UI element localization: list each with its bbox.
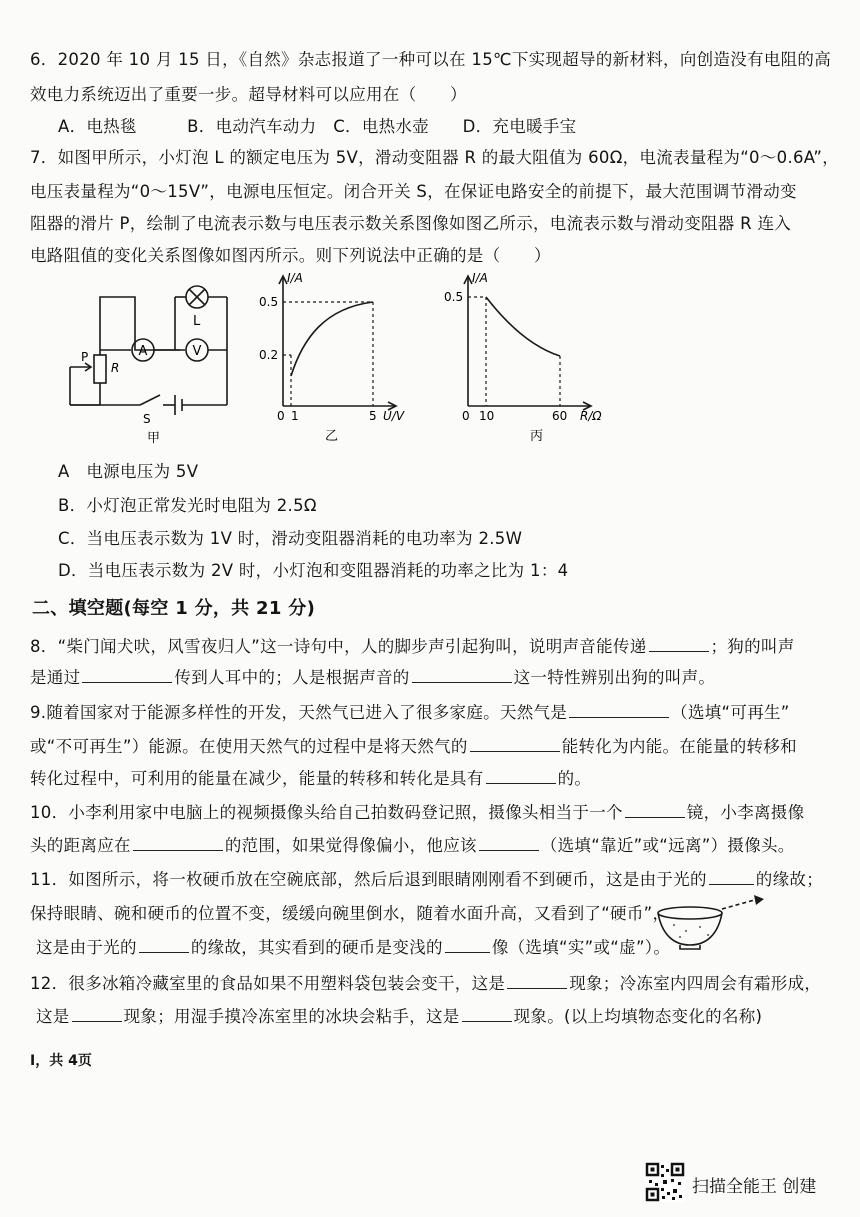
q7-line2: 电压表量程为“0～15V”，电源电压恒定。闭合开关 S，在保证电路安全的前提下，最大范围调节滑动变 bbox=[30, 182, 797, 201]
q10-text: 10．小李利用家中电脑上的视频摄像头给自己拍数码登记照，摄像头相当于一个 bbox=[30, 803, 623, 822]
figure-bing-caption: 丙 bbox=[530, 429, 544, 443]
q7-option-a: A 电源电压为 5V bbox=[58, 462, 199, 481]
q8-text: 传到人耳中的；人是根据声音的 bbox=[174, 668, 410, 687]
answer-blank[interactable] bbox=[445, 938, 490, 953]
scanner-brand: 扫描全能王 创建 bbox=[692, 1177, 817, 1197]
section-heading: 二、填空题(每空 1 分，共 21 分) bbox=[32, 598, 316, 619]
q7-option-d: D．当电压表示数为 2V 时，小灯泡和变阻器消耗的功率之比为 1：4 bbox=[58, 561, 569, 580]
answer-blank[interactable] bbox=[139, 938, 189, 953]
yi-y-low: 0.2 bbox=[259, 348, 279, 362]
lamp-label: L bbox=[193, 314, 201, 329]
answer-blank[interactable] bbox=[625, 803, 685, 818]
q9-text: 或“不可再生”）能源。在使用天然气的过程中是将天然气的 bbox=[30, 737, 468, 756]
q11-text: 11．如图所示，将一枚硬币放在空碗底部，然后后退到眼睛刚刚看不到硬币，这是由于光的 bbox=[30, 870, 707, 889]
yi-xlabel: U/V bbox=[383, 409, 405, 423]
q8-line2 bbox=[30, 664, 715, 688]
bing-ylabel: I/A bbox=[472, 271, 488, 285]
yi-y-high: 0.5 bbox=[259, 295, 279, 309]
graph-yi bbox=[255, 268, 415, 443]
q9-text: （选填“可再生” bbox=[671, 703, 790, 722]
rheostat-label: R bbox=[111, 361, 120, 375]
answer-blank[interactable] bbox=[72, 1007, 122, 1022]
q10-line1 bbox=[30, 799, 804, 823]
q11-text: 的缘故，其实看到的硬币是变浅的 bbox=[190, 938, 443, 957]
q8-text: 8．“柴门闻犬吠，风雪夜归人”这一诗句中，人的脚步声引起狗叫，说明声音能传递 bbox=[30, 637, 647, 656]
bowl-illustration bbox=[650, 893, 770, 953]
bing-x0: 0 bbox=[462, 409, 470, 423]
answer-blank[interactable] bbox=[470, 737, 560, 752]
q10-text: 的范围，如果觉得像偏小，他应该 bbox=[224, 836, 477, 855]
yi-x5: 5 bbox=[369, 409, 377, 423]
q9-line3 bbox=[30, 765, 591, 789]
q11-line3 bbox=[36, 934, 670, 958]
bing-x60: 60 bbox=[552, 409, 568, 423]
q6-options: A．电热毯 B．电动汽车动力 C．电热水壶 D．充电暖手宝 bbox=[58, 117, 577, 136]
yi-x0: 0 bbox=[277, 409, 285, 423]
answer-blank[interactable] bbox=[709, 870, 754, 885]
q8-text: ；狗的叫声 bbox=[710, 637, 795, 656]
figure-jia-caption: 甲 bbox=[147, 431, 161, 445]
q12-text: 现象；冷冻室内四周会有霜形成， bbox=[569, 974, 822, 993]
q7-option-c: C．当电压表示数为 1V 时，滑动变阻器消耗的电功率为 2.5W bbox=[58, 529, 523, 548]
answer-blank[interactable] bbox=[507, 974, 567, 989]
q11-text: 像（选填“实”或“虚”）。 bbox=[491, 938, 671, 957]
q11-text: 这是由于光的 bbox=[36, 938, 137, 957]
answer-blank[interactable] bbox=[649, 637, 709, 652]
q7-line1: 7．如图甲所示，小灯泡 L 的额定电压为 5V，滑动变阻器 R 的最大阻值为 60Ω，电流表量程为“0～0.6A”， bbox=[30, 148, 839, 167]
q9-text: 9.随着国家对于能源多样性的开发，天然气已进入了很多家庭。天然气是 bbox=[30, 703, 568, 722]
yi-x1: 1 bbox=[291, 409, 299, 423]
answer-blank[interactable] bbox=[133, 836, 223, 851]
answer-blank[interactable] bbox=[412, 668, 512, 683]
qr-code-icon bbox=[645, 1162, 685, 1202]
bing-y-high: 0.5 bbox=[444, 290, 464, 304]
page-footer: Ⅰ，共 4页 bbox=[30, 1053, 92, 1069]
q9-text: 能转化为内能。在能量的转移和 bbox=[561, 737, 797, 756]
circuit-diagram bbox=[55, 275, 245, 445]
bing-x10: 10 bbox=[479, 409, 495, 423]
q9-text: 的。 bbox=[557, 769, 592, 788]
q10-text: 镜，小李离摄像 bbox=[686, 803, 805, 822]
q6-line2: 效电力系统迈出了重要一步。超导材料可以应用在（ ） bbox=[30, 85, 467, 104]
q12-line1 bbox=[30, 970, 821, 994]
q11-line1 bbox=[30, 866, 823, 890]
figure-yi-caption: 乙 bbox=[325, 429, 339, 443]
answer-blank[interactable] bbox=[462, 1007, 512, 1022]
answer-blank[interactable] bbox=[82, 668, 172, 683]
q7-option-b: B．小灯泡正常发光时电阻为 2.5Ω bbox=[58, 496, 317, 515]
q9-text: 转化过程中，可利用的能量在减少，能量的转移和转化是具有 bbox=[30, 769, 484, 788]
voltmeter-label: V bbox=[192, 344, 202, 359]
q11-text: 的缘故； bbox=[755, 870, 823, 889]
q9-line2 bbox=[30, 733, 797, 757]
q8-text: 这一特性辨别出狗的叫声。 bbox=[513, 668, 716, 687]
q12-text: 12．很多冰箱冷藏室里的食品如果不用塑料袋包装会变干，这是 bbox=[30, 974, 506, 993]
q7-line4: 电路阻值的变化关系图像如图丙所示。则下列说法中正确的是（ ） bbox=[30, 246, 551, 265]
q11-line2: 保持眼睛、碗和硬币的位置不变，缓缓向碗里倒水，随着水面升高，又看到了“硬币”， bbox=[30, 904, 670, 923]
q8-line1 bbox=[30, 633, 795, 657]
q10-text: 头的距离应在 bbox=[30, 836, 131, 855]
answer-blank[interactable] bbox=[486, 769, 556, 784]
answer-blank[interactable] bbox=[479, 836, 539, 851]
graph-bing bbox=[440, 268, 610, 443]
slider-label: P bbox=[81, 350, 89, 364]
q10-text: （选填“靠近”或“远离”）摄像头。 bbox=[540, 836, 795, 855]
bing-xlabel: R/Ω bbox=[580, 409, 602, 423]
q12-text: 现象；用湿手摸冷冻室里的冰块会粘手，这是 bbox=[123, 1007, 460, 1026]
q8-text: 是通过 bbox=[30, 668, 81, 687]
ammeter-label: A bbox=[138, 344, 148, 359]
q10-line2 bbox=[30, 832, 795, 856]
answer-blank[interactable] bbox=[569, 703, 669, 718]
q12-line2 bbox=[36, 1003, 762, 1027]
q12-text: 这是 bbox=[36, 1007, 70, 1026]
q7-line3: 阻器的滑片 P，绘制了电流表示数与电压表示数关系图像如图乙所示，电流表示数与滑动变阻器 R 连入 bbox=[30, 214, 792, 233]
switch-label: S bbox=[143, 412, 151, 426]
yi-ylabel: I/A bbox=[287, 271, 303, 285]
q9-line1 bbox=[30, 699, 790, 723]
q12-text: 现象。(以上均填物态变化的名称) bbox=[513, 1007, 763, 1026]
q6-line1: 6．2020 年 10 月 15 日，《自然》杂志报道了一种可以在 15℃下实现超导的新材料，向创造没有电阻的高 bbox=[30, 50, 832, 69]
